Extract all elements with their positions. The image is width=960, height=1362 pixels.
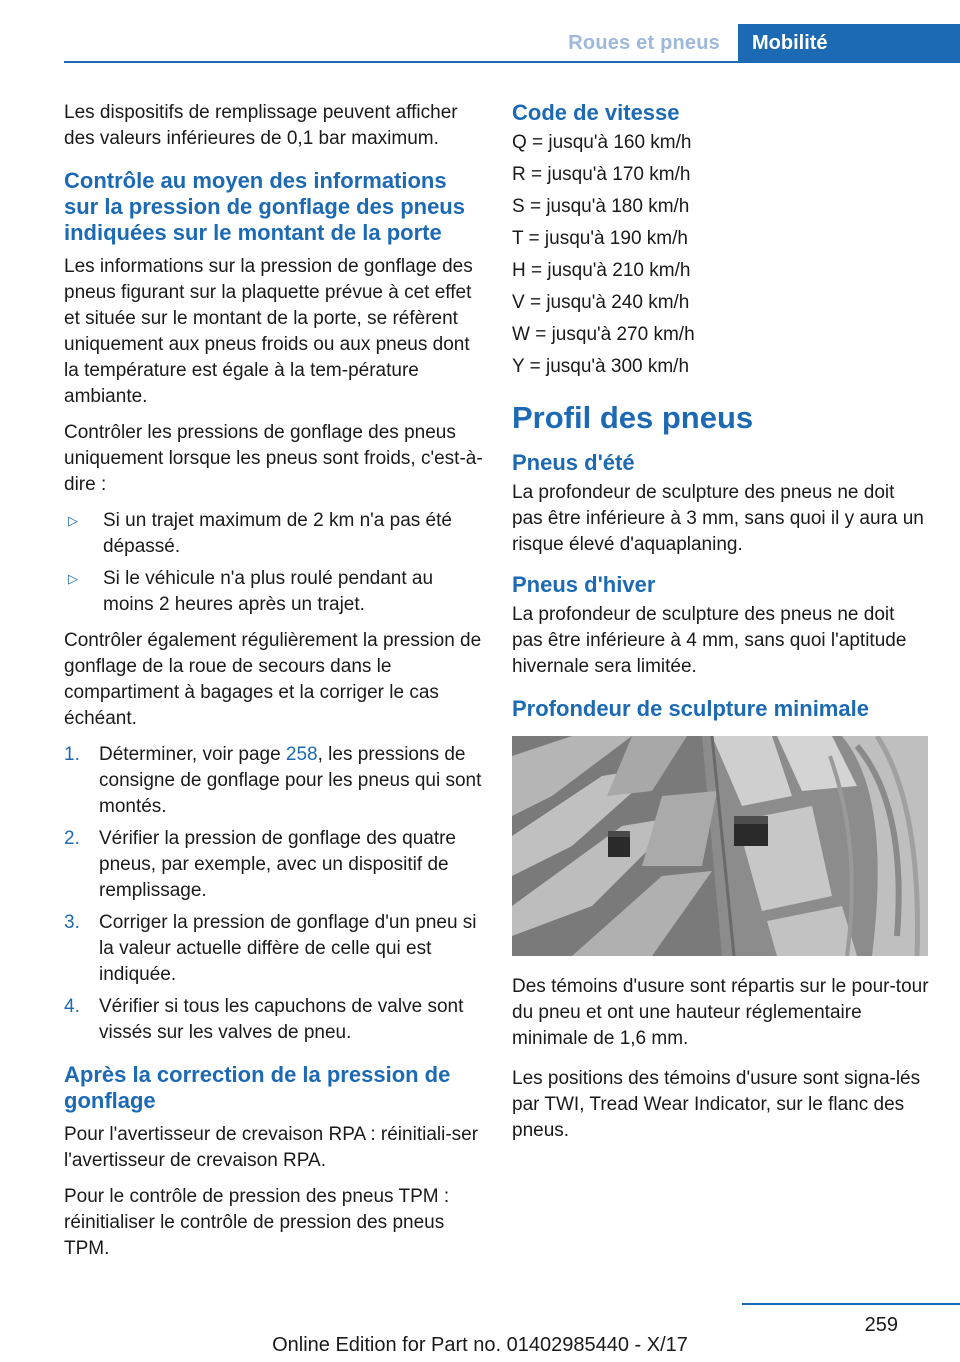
list-item-text: Si le véhicule n'a plus roulé pendant au moins 2 heures après un trajet. [103,568,434,615]
step-item [64,910,484,988]
speed-code-heading: Code de vitesse [512,100,680,125]
door-pillar-heading: Contrôle au moyen des informations sur la pression de gonflage des pneus indiquées sur le montant de la porte [64,168,465,245]
tread-wear-indicator-photo [512,736,928,956]
step-text: Vérifier la pression de gonflage des quatre pneus, par exemple, avec un dispositif de remplissage. [99,828,457,901]
list-item [64,508,484,560]
speed-code-item: Y = jusqu'à 300 km/h [512,356,690,377]
step-text: Vérifier si tous les capuchons de valve sont vissés sur les valves de pneu. [99,996,464,1043]
speed-code-item: V = jusqu'à 240 km/h [512,292,690,313]
step-item [64,994,484,1046]
step-number: 4. [64,996,80,1017]
footer-rule [742,1303,960,1305]
procedure-steps [64,742,484,1046]
speed-code-item: Q = jusqu'à 160 km/h [512,132,692,153]
triangle-bullet-icon: ▷ [68,571,78,586]
edition-footer: Online Edition for Part no. 01402985440 - X/17 [272,1334,688,1356]
cold-tires-paragraph: Contrôler les pressions de gonflage des pneus uniquement lorsque les pneus sont froids, c'est-à-dire : [64,422,483,495]
right-column [512,100,930,1154]
header-rule [64,61,960,63]
speed-code-item: H = jusqu'à 210 km/h [512,260,691,281]
spare-wheel-paragraph: Contrôler également régulièrement la pression de gonflage de la roue de secours dans le compartiment à bagages et la corriger le cas échéant. [64,630,482,729]
wear-indicator-text: Des témoins d'usure sont répartis sur le pour‐tour du pneu et ont une hauteur réglementaire minimale de 1,6 mm. [512,976,929,1049]
list-item [64,566,484,618]
step-item [64,742,484,820]
triangle-bullet-icon: ▷ [68,513,78,528]
page-header [0,0,960,64]
winter-tires-text: La profondeur de sculpture des pneus ne doit pas être inférieure à 4 mm, sans quoi l'aptitude hivernale sera limitée. [512,604,907,677]
step-number: 2. [64,828,80,849]
step-text: Déterminer, voir page 258, les pressions de consigne de gonflage pour les pneus qui sont montés. [99,744,482,817]
step-number: 1. [64,744,80,765]
cold-conditions-list [64,508,484,618]
section-tab: Roues et pneus [568,31,720,54]
page-number: 259 [864,1314,898,1336]
step-number: 3. [64,912,80,933]
page-reference-link[interactable]: 258 [285,744,318,765]
summer-tires-heading: Pneus d'été [512,450,635,475]
door-pillar-paragraph: Les informations sur la pression de gonflage des pneus figurant sur la plaquette prévue à cet effet et située sur le montant de la porte, se réfèrent uniquement aux pneus froids ou aux pneus dont la température est égale à la tem‐pérature ambiante. [64,256,473,407]
list-item-text: Si un trajet maximum de 2 km n'a pas été dépassé. [103,510,452,557]
speed-code-item: S = jusqu'à 180 km/h [512,196,690,217]
twi-text: Les positions des témoins d'usure sont signa‐lés par TWI, Tread Wear Indicator, sur le flanc des pneus. [512,1068,921,1141]
speed-code-item: W = jusqu'à 270 km/h [512,324,695,345]
rpa-paragraph: Pour l'avertisseur de crevaison RPA : réinitiali‐ser l'avertisseur de crevaison RPA. [64,1124,479,1171]
speed-code-item: T = jusqu'à 190 km/h [512,228,688,249]
winter-tires-heading: Pneus d'hiver [512,572,656,597]
tpm-paragraph: Pour le contrôle de pression des pneus TPM : réinitialiser le contrôle de pression des pneus TPM. [64,1186,450,1259]
tire-profile-title: Profil des pneus [512,400,754,435]
chapter-tab: Mobilité [738,24,960,62]
after-correction-heading: Après la correction de la pression de gonflage [64,1062,451,1113]
step-text: Corriger la pression de gonflage d'un pneu si la valeur actuelle diffère de celle qui est indiquée. [99,912,477,985]
summer-tires-text: La profondeur de sculpture des pneus ne doit pas être inférieure à 3 mm, sans quoi il y aura un risque élevé d'aquaplaning. [512,482,924,555]
left-column [64,100,484,1272]
speed-code-item: R = jusqu'à 170 km/h [512,164,691,185]
step-item [64,826,484,904]
intro-paragraph: Les dispositifs de remplissage peuvent afficher des valeurs inférieures de 0,1 bar maximum. [64,102,458,149]
min-tread-heading: Profondeur de sculpture minimale [512,696,869,721]
